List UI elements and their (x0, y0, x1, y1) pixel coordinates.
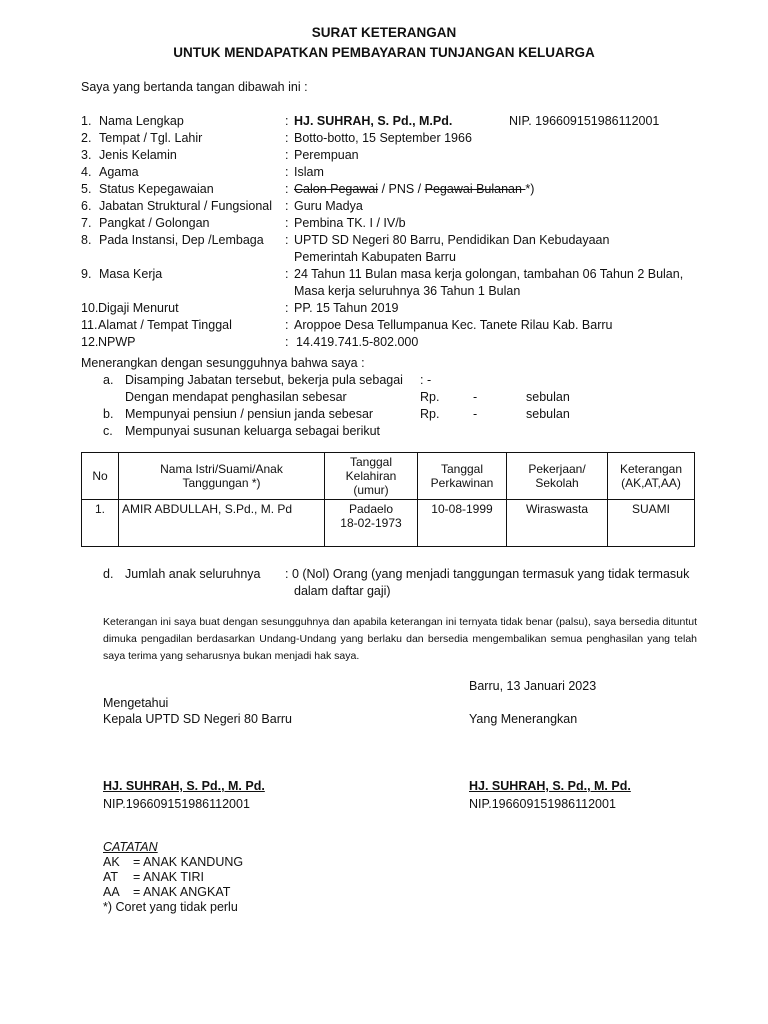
field-value: PP. 15 Tahun 2019 (294, 301, 399, 315)
item-letter: d. (103, 567, 114, 581)
field-colon: : (285, 131, 289, 145)
item-text: Jumlah anak seluruhnya (125, 567, 261, 581)
field-number: 10. (81, 301, 99, 315)
field-colon: : (285, 233, 289, 247)
status-footnote-mark: *) (525, 182, 535, 196)
field-number: 5. (81, 182, 92, 196)
cell-remarks: SUAMI (608, 500, 695, 547)
field-colon: : (285, 267, 289, 281)
field-number: 9. (81, 267, 92, 281)
period-label: sebulan (526, 407, 570, 421)
item-letter: b. (103, 407, 114, 421)
field-colon: : (285, 335, 289, 349)
field-value-nip: NIP. 196609151986112001 (509, 114, 660, 128)
statement-paragraph: Keterangan ini saya buat dengan sesungguhnya dan apabila keterangan ini ternyata tidak benar (palsu), saya bersedia dituntut dimuka pengadilan berdasarkan Undang-Undang yang berlaku dan bersedia mengembalikan semua penghasilan yang telah saya terima yang seharusnya bukan menjadi hak saya. (103, 616, 697, 662)
cell-no: 1. (82, 500, 119, 547)
field-label: Alamat / Tempat Tinggal (98, 318, 232, 332)
status-option-pns: / PNS / (378, 182, 425, 196)
letter-title: SURAT KETERANGAN (311, 25, 457, 40)
field-label: Agama (99, 165, 139, 179)
field-label: Nama Lengkap (99, 114, 184, 128)
field-number: 3. (81, 148, 92, 162)
amount-value: - (473, 407, 478, 421)
declarant-label: Yang Menerangkan (469, 712, 578, 726)
currency-label: Rp. (420, 390, 440, 404)
note-code: AA (103, 885, 120, 899)
item-text: Dengan mendapat penghasilan sebesar (125, 390, 347, 404)
footnote: *) Coret yang tidak perlu (103, 900, 238, 914)
field-value-continued: Pemerintah Kabupaten Barru (294, 250, 456, 264)
field-label: NPWP (98, 335, 136, 349)
field-number: 11. (81, 318, 98, 332)
field-number: 4. (81, 165, 92, 179)
field-label: Jabatan Struktural / Fungsional (99, 199, 273, 213)
field-label: Pada Instansi, Dep /Lembaga (99, 233, 264, 247)
field-colon: : (285, 148, 289, 162)
acknowledged-label: Mengetahui (103, 696, 169, 710)
item-text: Mempunyai susunan keluarga sebagai berikut (125, 424, 381, 438)
period-label: sebulan (526, 390, 570, 404)
field-value: Pembina TK. I / IV/b (294, 216, 406, 230)
letter-subtitle: UNTUK MENDAPATKAN PEMBAYARAN TUNJANGAN KELUARGA (173, 45, 595, 60)
field-value-name: HJ. SUHRAH, S. Pd., M.Pd. (294, 114, 453, 128)
children-count-continued: dalam daftar gaji) (294, 584, 391, 598)
amount-value: - (473, 390, 478, 404)
field-number: 6. (81, 199, 92, 213)
field-value: 14.419.741.5-802.000 (296, 335, 419, 349)
field-colon: : (285, 114, 289, 128)
intro-text: Saya yang bertanda tangan dibawah ini : (81, 80, 308, 94)
note-desc: = ANAK KANDUNG (133, 855, 244, 869)
field-label: Jenis Kelamin (99, 148, 177, 162)
column-header-name: Nama Istri/Suami/Anak Tanggungan *) (119, 453, 325, 500)
field-colon: : (285, 199, 289, 213)
family-table (81, 452, 695, 547)
field-value: Perempuan (294, 148, 359, 162)
note-code: AK (103, 855, 120, 869)
column-header-no: No (82, 453, 119, 500)
column-header-occupation: Pekerjaan/ Sekolah (507, 453, 608, 500)
children-count-value: : 0 (Nol) Orang (yang menjadi tanggungan termasuk yang tidak termasuk (285, 567, 690, 581)
field-label: Masa Kerja (99, 267, 163, 281)
item-text: Disamping Jabatan tersebut, bekerja pula sebagai (125, 373, 403, 387)
cell-marriage-date: 10-08-1999 (418, 500, 507, 547)
field-value: Islam (294, 165, 324, 179)
field-number: 12. (81, 335, 99, 349)
note-desc: = ANAK TIRI (133, 870, 204, 884)
field-colon: : (285, 301, 289, 315)
status-option-struck: Calon Pegawai (294, 182, 379, 196)
note-code: AT (103, 870, 119, 884)
item-value: : - (420, 373, 432, 387)
field-colon: : (285, 165, 289, 179)
field-value-continued: Masa kerja seluruhnya 36 Tahun 1 Bulan (294, 284, 521, 298)
cell-occupation: Wiraswasta (507, 500, 608, 547)
field-number: 2. (81, 131, 92, 145)
field-value: Aroppoe Desa Tellumpanua Kec. Tanete Rilau Kab. Barru (294, 318, 613, 332)
declaration-intro: Menerangkan dengan sesungguhnya bahwa saya : (81, 356, 365, 370)
column-header-marriage: Tanggal Perkawinan (418, 453, 507, 500)
currency-label: Rp. (420, 407, 440, 421)
field-label: Status Kepegawaian (99, 182, 214, 196)
field-label: Digaji Menurut (98, 301, 179, 315)
table-header-row (82, 453, 695, 500)
place-date: Barru, 13 Januari 2023 (469, 679, 597, 693)
column-header-birth: Tanggal Kelahiran (umur) (325, 453, 418, 500)
item-letter: c. (103, 424, 113, 438)
cell-name: AMIR ABDULLAH, S.Pd., M. Pd (119, 500, 325, 547)
field-value: UPTD SD Negeri 80 Barru, Pendidikan Dan Kebudayaan (294, 233, 610, 247)
headmaster-label: Kepala UPTD SD Negeri 80 Barru (103, 712, 292, 726)
field-number: 7. (81, 216, 92, 230)
notes-title: CATATAN (103, 840, 158, 854)
item-text: Mempunyai pensiun / pensiun janda sebesar (125, 407, 374, 421)
field-label: Pangkat / Golongan (99, 216, 210, 230)
field-colon: : (285, 182, 289, 196)
note-desc: = ANAK ANGKAT (133, 885, 231, 899)
field-label: Tempat / Tgl. Lahir (99, 131, 203, 145)
field-colon: : (285, 318, 289, 332)
column-header-remarks: Keterangan (AK,AT,AA) (608, 453, 695, 500)
signatory-name-left: HJ. SUHRAH, S. Pd., M. Pd. (103, 779, 265, 793)
signatory-name-right: HJ. SUHRAH, S. Pd., M. Pd. (469, 779, 631, 793)
signatory-nip-left: NIP.196609151986112001 (103, 797, 250, 811)
cell-birth: Padaelo 18-02-1973 (325, 500, 418, 547)
status-option-struck: Pegawai Bulanan (424, 182, 526, 196)
field-colon: : (285, 216, 289, 230)
status-options (294, 182, 534, 196)
field-value: Botto-botto, 15 September 1966 (294, 131, 472, 145)
signatory-nip-right: NIP.196609151986112001 (469, 797, 616, 811)
field-number: 1. (81, 114, 92, 128)
field-value: 24 Tahun 11 Bulan masa kerja golongan, tambahan 06 Tahun 2 Bulan, (294, 267, 684, 281)
field-value: Guru Madya (294, 199, 363, 213)
item-letter: a. (103, 373, 114, 387)
table-row (82, 500, 695, 547)
field-number: 8. (81, 233, 92, 247)
